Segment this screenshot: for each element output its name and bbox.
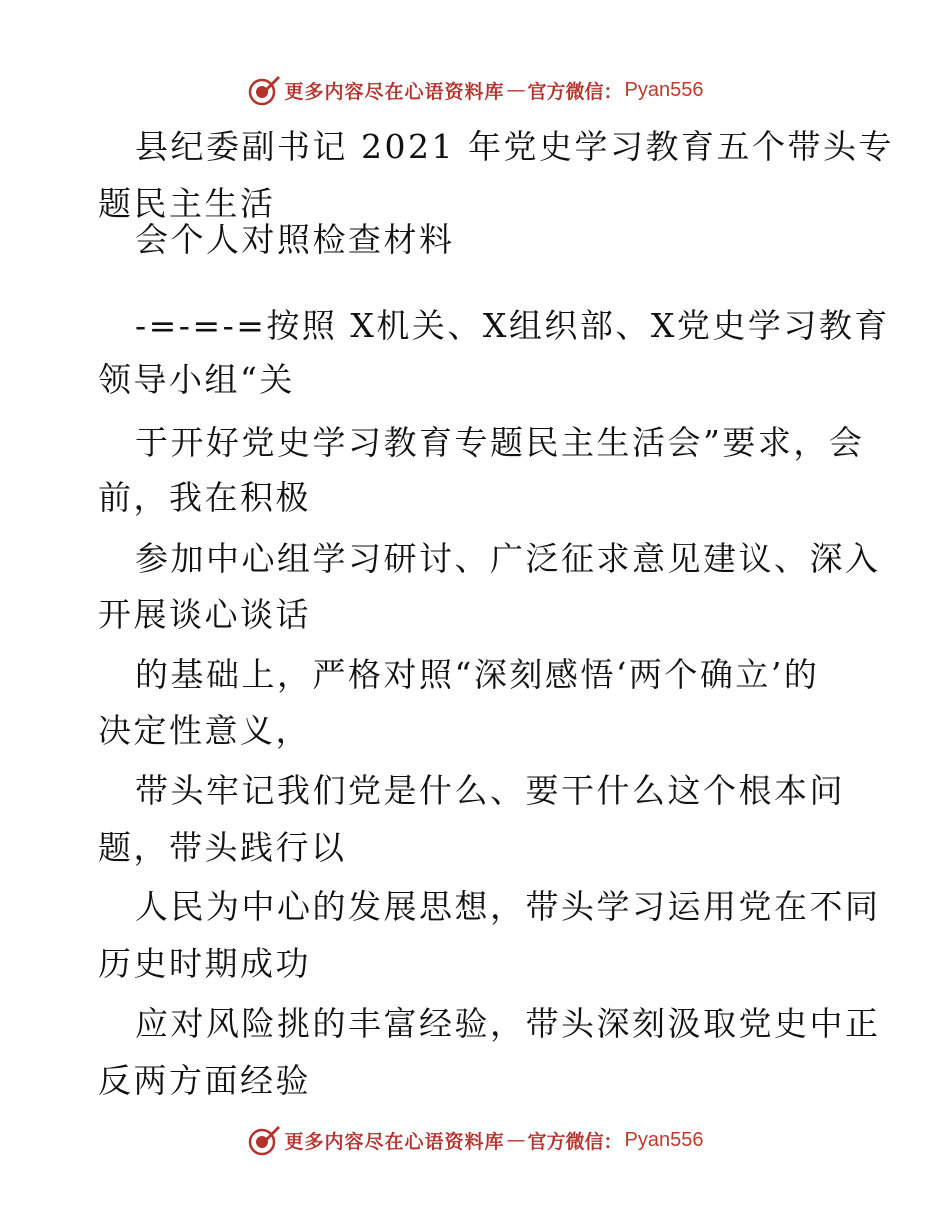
banner-separator: — [506, 79, 526, 101]
banner-separator: — [506, 1129, 526, 1151]
doc-line: 题，带头践行以 [98, 828, 347, 867]
doc-line: 会个人对照检查材料 [135, 220, 455, 259]
banner-wechat-id: Pyan556 [624, 78, 704, 101]
doc-line: 决定性意义， [98, 711, 311, 750]
doc-line: 的基础上，严格对照“深刻感悟‘两个确立’的 [135, 655, 820, 694]
banner-wechat-label: 官方微信： [527, 1130, 623, 1153]
doc-line: 应对风险挑的丰富经验，带头深刻汲取党史中正 [135, 1004, 881, 1043]
doc-line: 县纪委副书记 2021 年党史学习教育五个带头专 [135, 127, 894, 166]
doc-line: 人民为中心的发展思想，带头学习运用党在不同 [135, 887, 881, 926]
header-banner [0, 70, 950, 110]
doc-line: 带头牢记我们党是什么、要干什么这个根本问 [135, 771, 845, 810]
pen-logo-icon [247, 1123, 281, 1157]
banner-wechat-label: 官方微信： [527, 80, 623, 103]
footer-banner [0, 1120, 950, 1160]
doc-line: 题民主生活 [98, 184, 276, 223]
doc-line: 前，我在积极 [98, 478, 311, 517]
doc-line: 参加中心组学习研讨、广泛征求意见建议、深入 [135, 539, 881, 578]
doc-line: 历史时期成功 [98, 944, 311, 983]
doc-line: 于开好党史学习教育专题民主生活会”要求，会 [135, 423, 865, 462]
banner-site-text: 更多内容尽在心语资料库 [284, 1130, 505, 1153]
banner-site-text: 更多内容尽在心语资料库 [284, 80, 505, 103]
doc-line: 开展谈心谈话 [98, 595, 311, 634]
banner-wechat-id: Pyan556 [624, 1128, 704, 1151]
doc-line: 领导小组“关 [98, 360, 295, 399]
doc-line: 反两方面经验 [98, 1061, 311, 1100]
doc-line: -=-=-=按照 X机关、X组织部、X党史学习教育 [135, 306, 890, 345]
pen-logo-icon [247, 73, 281, 107]
